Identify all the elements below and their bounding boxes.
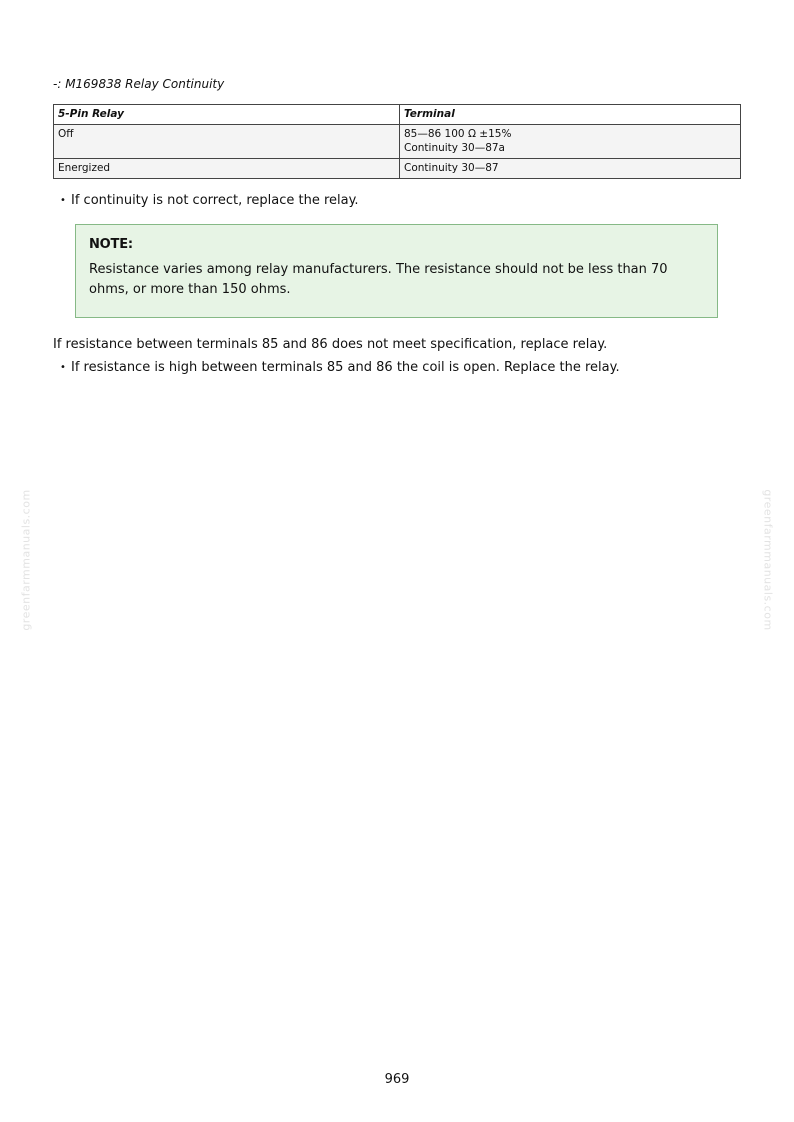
terminal-line: Continuity 30—87 [404,162,499,174]
table-header-row [54,105,741,125]
table-row [54,125,741,159]
note-title: NOTE: [89,237,133,252]
note-body: Resistance varies among relay manufacturers. The resistance should not be less than 70 ohms, or more than 150 ohms. [89,262,668,297]
bullet-text: If continuity is not correct, replace the relay. [71,193,359,208]
column-header-terminal: Terminal [400,105,741,125]
bullet-item [60,359,620,377]
terminal-cell [400,159,741,179]
terminal-line: 85—86 100 Ω ±15% [404,128,512,140]
column-header-relay: 5-Pin Relay [54,105,400,125]
bullet-icon: • [60,362,66,373]
terminal-cell [400,125,741,159]
bullet-icon: • [60,195,66,206]
relay-state-cell: Off [54,125,400,159]
bullet-item [60,192,359,210]
watermark-right: greenfarmmanuals.com [761,489,775,631]
terminal-line: Continuity 30—87a [404,142,505,154]
bullet-text: If resistance is high between terminals 85 and 86 the coil is open. Replace the relay. [71,360,620,375]
table-row [54,159,741,179]
table-caption: -: M169838 Relay Continuity [53,77,225,91]
note-box [75,224,718,318]
relay-state-cell: Energized [54,159,400,179]
relay-continuity-table [53,104,741,179]
watermark-left: greenfarmmanuals.com [19,489,33,631]
page-number: 969 [384,1072,410,1087]
body-paragraph: If resistance between terminals 85 and 86 does not meet specification, replace relay. [53,337,608,352]
